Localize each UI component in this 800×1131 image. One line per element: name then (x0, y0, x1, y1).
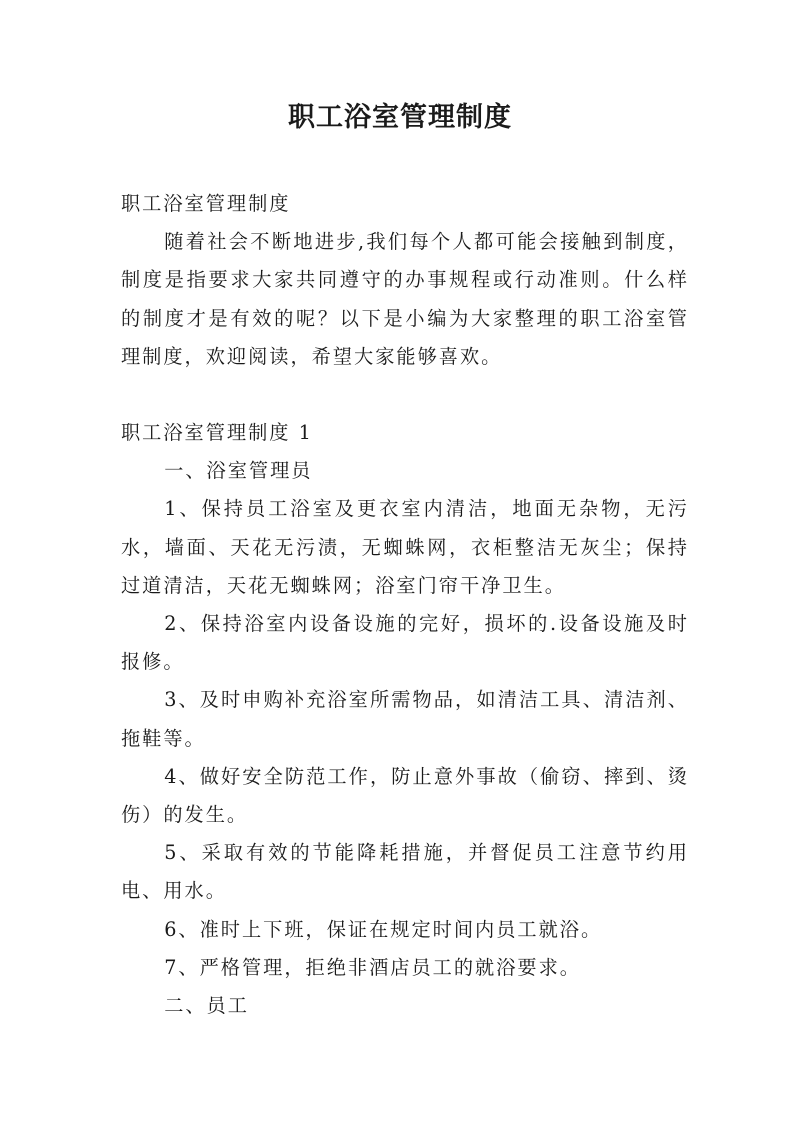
rule-item: 4、做好安全防范工作，防止意外事故（偷窃、摔到、烫伤）的发生。 (121, 764, 689, 827)
part-heading: 一、浴室管理员 (164, 459, 313, 483)
rule-item: 6、准时上下班，保证在规定时间内员工就浴。 (164, 917, 603, 941)
section-title: 职工浴室管理制度 1 (121, 421, 313, 445)
section-spacer (121, 376, 689, 414)
document-subtitle: 职工浴室管理制度 (121, 192, 291, 215)
rule-item: 5、采取有效的节能降耗措施，并督促员工注意节约用电、用水。 (121, 841, 689, 903)
rule-item: 1、保持员工浴室及更衣室内清洁，地面无杂物，无污水，墙面、天花无污渍，无蜘蛛网，衣柜整洁无灰尘；保持过道清洁，天花无蜘蛛网；浴室门帘干净卫生。 (121, 497, 689, 597)
document-body (121, 185, 689, 1025)
rule-item: 7、严格管理，拒绝非酒店员工的就浴要求。 (164, 955, 581, 979)
rule-item: 3、及时申购补充浴室所需物品，如清洁工具、清洁剂、拖鞋等。 (121, 688, 689, 750)
document-title: 职工浴室管理制度 (288, 102, 512, 133)
part-heading: 二、员工 (164, 994, 249, 1018)
intro-paragraph: 随着社会不断地进步,我们每个人都可能会接触到制度，制度是指要求大家共同遵守的办事规程或行动准则。什么样的制度才是有效的呢？以下是小编为大家整理的职工浴室管理制度，欢迎阅读，希望大家能够喜欢。 (121, 230, 689, 368)
rule-item: 2、保持浴室内设备设施的完好，损坏的.设备设施及时报修。 (121, 612, 689, 674)
